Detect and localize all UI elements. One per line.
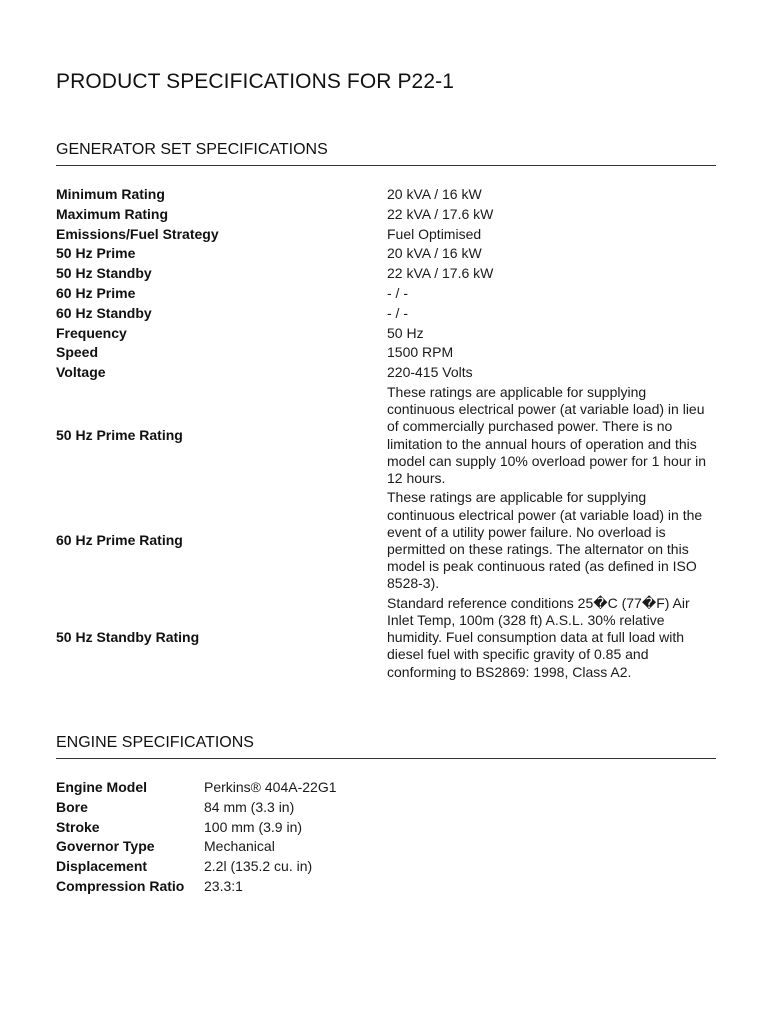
spec-label: 60 Hz Standby [56,304,152,321]
spec-row [56,205,716,225]
spec-label: Frequency [56,324,127,341]
spec-label: Voltage [56,364,106,381]
spec-value: Perkins® 404A-22G1 [204,779,337,796]
spec-value: 100 mm (3.9 in) [204,818,303,835]
spec-label: 50 Hz Prime Rating [56,426,183,443]
spec-row [56,244,716,264]
spec-value: 2.2l (135.2 cu. in) [204,858,313,875]
spec-value: 50 Hz [387,324,424,341]
spec-row [56,304,716,324]
spec-label: 60 Hz Prime [56,285,136,301]
spec-row [56,877,337,897]
spec-label: 50 Hz Standby [56,265,152,282]
spec-label: Emissions/Fuel Strategy [56,225,219,242]
spec-label: 50 Hz Standby Rating [56,628,200,645]
spec-label: Engine Model [56,779,147,796]
page-title: PRODUCT SPECIFICATIONS FOR P22-1 [56,70,454,93]
spec-row [56,837,337,857]
engine-section-heading: ENGINE SPECIFICATIONS [56,734,716,759]
spec-label: Compression Ratio [56,878,185,894]
spec-row [56,284,716,304]
spec-value: 20 kVA / 16 kW [387,245,482,262]
spec-label: Maximum Rating [56,205,169,222]
spec-value: 23.3:1 [204,878,243,894]
spec-row [56,363,716,383]
spec-row [56,343,716,363]
spec-label: Speed [56,344,99,361]
spec-value: These ratings are applicable for supplying continuous electrical power (at variable load) in lieu of commercially purchased power. There is no limitation to the annual hours of operation and this model can supply 10% overload power for 1 hour in 12 hours. [387,383,707,486]
spec-value: 84 mm (3.3 in) [204,798,295,815]
spec-row [56,818,337,838]
engine-spec-table [56,778,337,897]
spec-row [56,488,716,593]
spec-label: Minimum Rating [56,186,165,203]
spec-row [56,264,716,284]
spec-row [56,857,337,877]
spec-label: Displacement [56,858,148,875]
spec-row [56,778,337,798]
spec-value: - / - [387,304,408,321]
spec-row [56,594,716,682]
spec-value: Standard reference conditions 25�C (77�F) Air Inlet Temp, 100m (328 ft) A.S.L. 30% relative humidity. Fuel consumption data at full load with diesel fuel with specific gravity of 0.85 and conforming to BS2869: 1998, Class A2. [387,594,690,680]
spec-label: Bore [56,798,88,815]
generator-section-heading: GENERATOR SET SPECIFICATIONS [56,141,716,166]
spec-label: Governor Type [56,838,155,855]
spec-value: - / - [387,285,408,301]
spec-row [56,225,716,245]
generator-spec-table [56,185,716,682]
spec-row [56,383,716,488]
spec-value: 220-415 Volts [387,364,473,381]
spec-value: These ratings are applicable for supplying continuous electrical power (at variable load) in the event of a utility power failure. No overload is permitted on these ratings. The alternator on this model is peak continuous rated (as defined in ISO 8528-3). [387,489,703,592]
spec-value: 20 kVA / 16 kW [387,186,482,203]
spec-row [56,798,337,818]
spec-value: Fuel Optimised [387,225,482,242]
spec-value: 22 kVA / 17.6 kW [387,205,494,222]
spec-row [56,323,716,343]
spec-value: 22 kVA / 17.6 kW [387,265,494,282]
spec-value: 1500 RPM [387,344,454,361]
spec-label: Stroke [56,818,100,835]
spec-label: 60 Hz Prime Rating [56,532,183,549]
spec-row [56,185,716,205]
spec-label: 50 Hz Prime [56,245,136,262]
spec-value: Mechanical [204,838,275,855]
